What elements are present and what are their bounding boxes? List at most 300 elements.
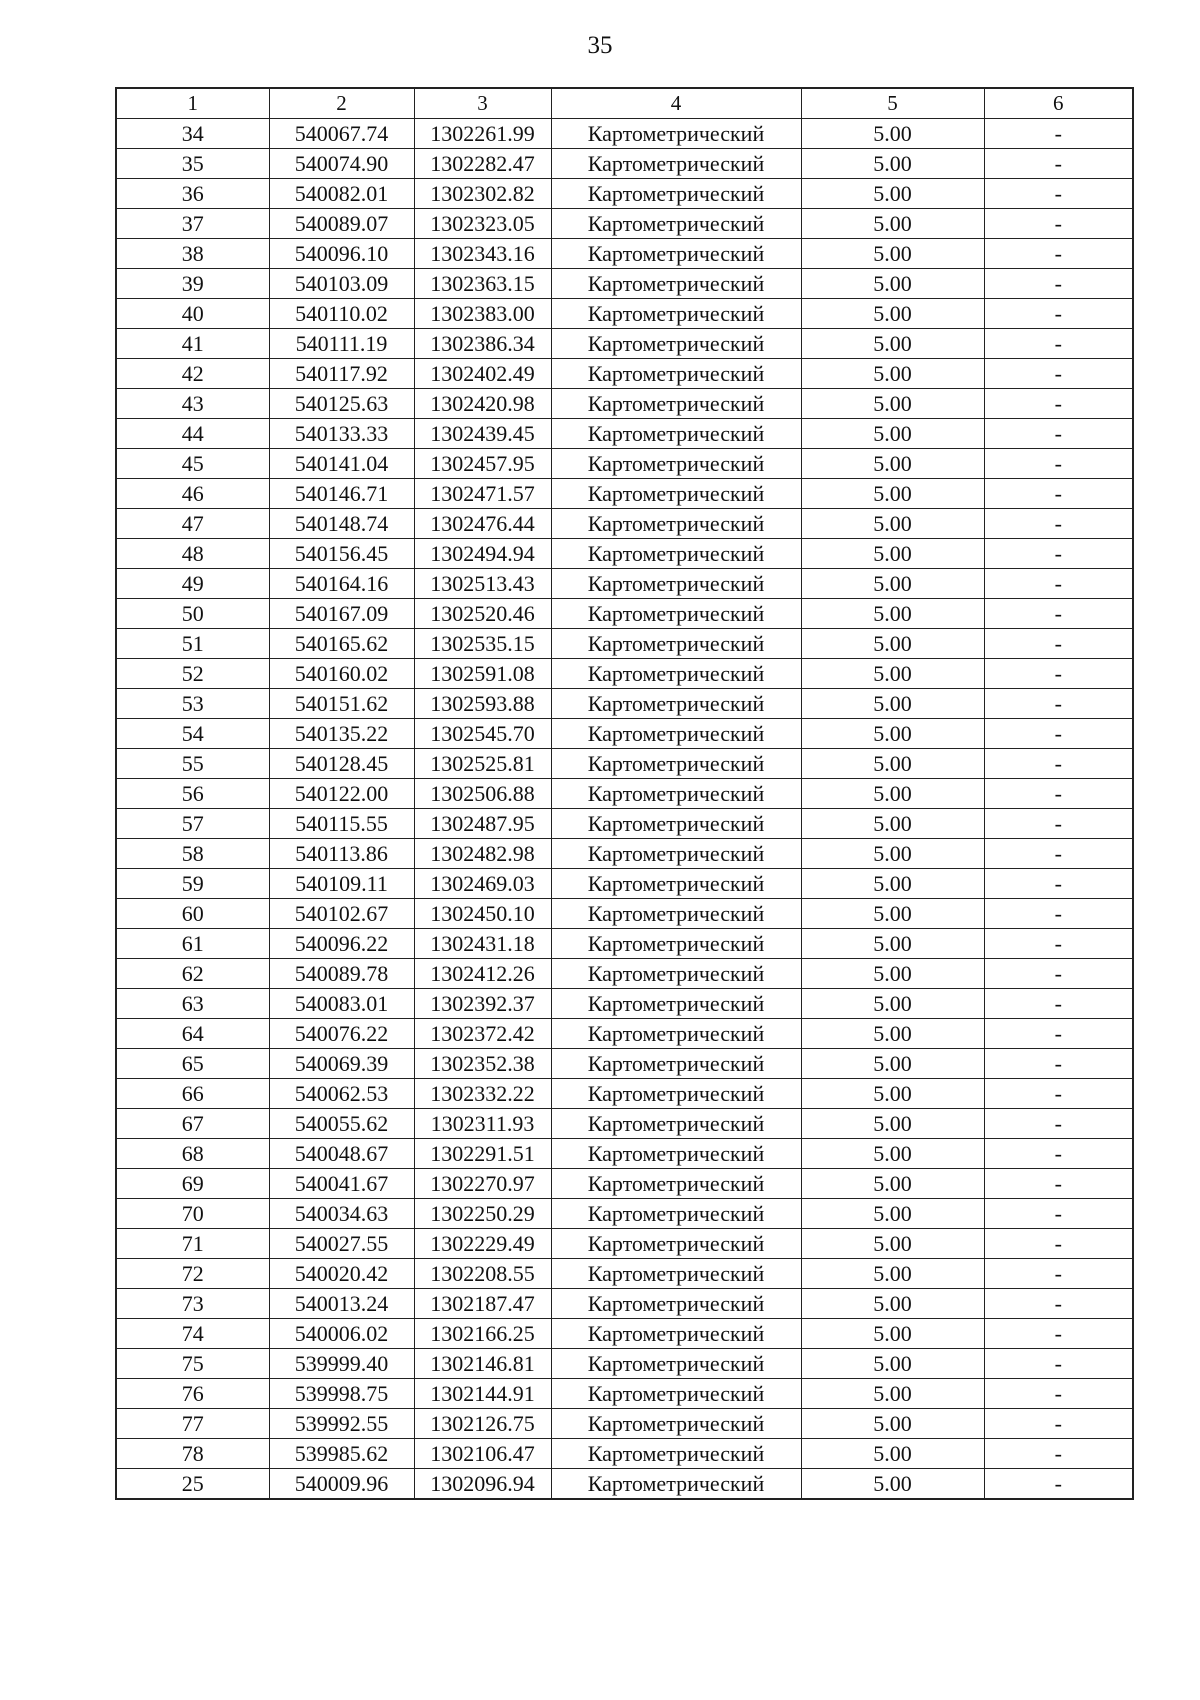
table-row xyxy=(116,269,1133,299)
cell-point-number: 52 xyxy=(116,659,269,689)
cell-method: Картометрический xyxy=(551,689,801,719)
cell-y: 1302591.08 xyxy=(414,659,551,689)
table-row xyxy=(116,869,1133,899)
table-row xyxy=(116,719,1133,749)
cell-method: Картометрический xyxy=(551,1319,801,1349)
cell-accuracy: 5.00 xyxy=(801,1469,984,1500)
cell-x: 540089.07 xyxy=(269,209,414,239)
cell-accuracy: 5.00 xyxy=(801,329,984,359)
cell-method: Картометрический xyxy=(551,599,801,629)
cell-x: 540113.86 xyxy=(269,839,414,869)
cell-description: - xyxy=(984,689,1133,719)
table-row xyxy=(116,239,1133,269)
cell-x: 540102.67 xyxy=(269,899,414,929)
cell-description: - xyxy=(984,329,1133,359)
cell-accuracy: 5.00 xyxy=(801,1169,984,1199)
table-row xyxy=(116,119,1133,149)
cell-point-number: 78 xyxy=(116,1439,269,1469)
cell-method: Картометрический xyxy=(551,929,801,959)
cell-point-number: 61 xyxy=(116,929,269,959)
table-row xyxy=(116,1319,1133,1349)
cell-method: Картометрический xyxy=(551,809,801,839)
cell-method: Картометрический xyxy=(551,299,801,329)
cell-description: - xyxy=(984,1139,1133,1169)
cell-description: - xyxy=(984,539,1133,569)
cell-y: 1302323.05 xyxy=(414,209,551,239)
header-cell-method: 4 xyxy=(551,88,801,119)
cell-accuracy: 5.00 xyxy=(801,1259,984,1289)
cell-method: Картометрический xyxy=(551,839,801,869)
cell-description: - xyxy=(984,1199,1133,1229)
cell-description: - xyxy=(984,569,1133,599)
cell-method: Картометрический xyxy=(551,899,801,929)
cell-accuracy: 5.00 xyxy=(801,749,984,779)
cell-method: Картометрический xyxy=(551,149,801,179)
table-row xyxy=(116,839,1133,869)
cell-method: Картометрический xyxy=(551,1049,801,1079)
cell-x: 540096.10 xyxy=(269,239,414,269)
cell-description: - xyxy=(984,1019,1133,1049)
cell-x: 539985.62 xyxy=(269,1439,414,1469)
cell-accuracy: 5.00 xyxy=(801,119,984,149)
cell-y: 1302229.49 xyxy=(414,1229,551,1259)
cell-point-number: 75 xyxy=(116,1349,269,1379)
cell-accuracy: 5.00 xyxy=(801,1049,984,1079)
cell-method: Картометрический xyxy=(551,1349,801,1379)
cell-description: - xyxy=(984,749,1133,779)
coordinates-table xyxy=(115,87,1134,1500)
cell-description: - xyxy=(984,1289,1133,1319)
cell-x: 540141.04 xyxy=(269,449,414,479)
cell-accuracy: 5.00 xyxy=(801,149,984,179)
cell-point-number: 62 xyxy=(116,959,269,989)
cell-point-number: 37 xyxy=(116,209,269,239)
cell-point-number: 38 xyxy=(116,239,269,269)
cell-point-number: 73 xyxy=(116,1289,269,1319)
cell-x: 540013.24 xyxy=(269,1289,414,1319)
cell-description: - xyxy=(984,1259,1133,1289)
header-cell-accuracy: 5 xyxy=(801,88,984,119)
table-row xyxy=(116,1349,1133,1379)
cell-y: 1302487.95 xyxy=(414,809,551,839)
cell-point-number: 36 xyxy=(116,179,269,209)
table-row xyxy=(116,1019,1133,1049)
cell-point-number: 58 xyxy=(116,839,269,869)
cell-point-number: 57 xyxy=(116,809,269,839)
cell-method: Картометрический xyxy=(551,269,801,299)
cell-x: 540151.62 xyxy=(269,689,414,719)
table-row xyxy=(116,1229,1133,1259)
cell-x: 540135.22 xyxy=(269,719,414,749)
cell-point-number: 64 xyxy=(116,1019,269,1049)
cell-y: 1302144.91 xyxy=(414,1379,551,1409)
cell-description: - xyxy=(984,659,1133,689)
cell-x: 540006.02 xyxy=(269,1319,414,1349)
cell-y: 1302282.47 xyxy=(414,149,551,179)
table-header xyxy=(116,88,1133,119)
cell-x: 540146.71 xyxy=(269,479,414,509)
cell-x: 540041.67 xyxy=(269,1169,414,1199)
cell-accuracy: 5.00 xyxy=(801,389,984,419)
table-row xyxy=(116,299,1133,329)
cell-accuracy: 5.00 xyxy=(801,599,984,629)
cell-y: 1302332.22 xyxy=(414,1079,551,1109)
cell-method: Картометрический xyxy=(551,659,801,689)
cell-description: - xyxy=(984,1379,1133,1409)
cell-y: 1302471.57 xyxy=(414,479,551,509)
cell-y: 1302482.98 xyxy=(414,839,551,869)
cell-x: 540062.53 xyxy=(269,1079,414,1109)
cell-point-number: 43 xyxy=(116,389,269,419)
cell-y: 1302494.94 xyxy=(414,539,551,569)
cell-x: 540125.63 xyxy=(269,389,414,419)
cell-point-number: 46 xyxy=(116,479,269,509)
cell-y: 1302469.03 xyxy=(414,869,551,899)
cell-y: 1302187.47 xyxy=(414,1289,551,1319)
cell-y: 1302457.95 xyxy=(414,449,551,479)
cell-x: 539999.40 xyxy=(269,1349,414,1379)
cell-method: Картометрический xyxy=(551,119,801,149)
table-row xyxy=(116,569,1133,599)
cell-accuracy: 5.00 xyxy=(801,179,984,209)
cell-x: 540117.92 xyxy=(269,359,414,389)
cell-method: Картометрический xyxy=(551,479,801,509)
cell-y: 1302146.81 xyxy=(414,1349,551,1379)
cell-accuracy: 5.00 xyxy=(801,1229,984,1259)
table-row xyxy=(116,359,1133,389)
cell-x: 540165.62 xyxy=(269,629,414,659)
cell-x: 540027.55 xyxy=(269,1229,414,1259)
cell-y: 1302431.18 xyxy=(414,929,551,959)
cell-x: 540164.16 xyxy=(269,569,414,599)
table-row xyxy=(116,659,1133,689)
cell-method: Картометрический xyxy=(551,359,801,389)
cell-y: 1302545.70 xyxy=(414,719,551,749)
cell-y: 1302525.81 xyxy=(414,749,551,779)
cell-method: Картометрический xyxy=(551,1409,801,1439)
cell-accuracy: 5.00 xyxy=(801,299,984,329)
table-row xyxy=(116,419,1133,449)
page-number: 35 xyxy=(587,32,613,59)
cell-point-number: 76 xyxy=(116,1379,269,1409)
header-cell-x: 2 xyxy=(269,88,414,119)
cell-method: Картометрический xyxy=(551,1469,801,1500)
table-row xyxy=(116,629,1133,659)
cell-accuracy: 5.00 xyxy=(801,1079,984,1109)
cell-accuracy: 5.00 xyxy=(801,449,984,479)
cell-x: 540083.01 xyxy=(269,989,414,1019)
header-cell-point-number: 1 xyxy=(116,88,269,119)
cell-method: Картометрический xyxy=(551,869,801,899)
cell-x: 540076.22 xyxy=(269,1019,414,1049)
cell-x: 540082.01 xyxy=(269,179,414,209)
cell-y: 1302520.46 xyxy=(414,599,551,629)
cell-x: 540055.62 xyxy=(269,1109,414,1139)
cell-accuracy: 5.00 xyxy=(801,809,984,839)
cell-accuracy: 5.00 xyxy=(801,989,984,1019)
cell-accuracy: 5.00 xyxy=(801,359,984,389)
cell-method: Картометрический xyxy=(551,1259,801,1289)
cell-description: - xyxy=(984,1439,1133,1469)
cell-method: Картометрический xyxy=(551,329,801,359)
cell-description: - xyxy=(984,869,1133,899)
cell-x: 539992.55 xyxy=(269,1409,414,1439)
cell-description: - xyxy=(984,1229,1133,1259)
cell-accuracy: 5.00 xyxy=(801,629,984,659)
cell-point-number: 50 xyxy=(116,599,269,629)
cell-description: - xyxy=(984,929,1133,959)
cell-accuracy: 5.00 xyxy=(801,269,984,299)
cell-description: - xyxy=(984,299,1133,329)
cell-x: 540020.42 xyxy=(269,1259,414,1289)
cell-method: Картометрический xyxy=(551,569,801,599)
cell-x: 540096.22 xyxy=(269,929,414,959)
cell-x: 540009.96 xyxy=(269,1469,414,1500)
table-row xyxy=(116,329,1133,359)
cell-method: Картометрический xyxy=(551,419,801,449)
cell-description: - xyxy=(984,779,1133,809)
cell-method: Картометрический xyxy=(551,1169,801,1199)
cell-method: Картометрический xyxy=(551,1229,801,1259)
cell-x: 539998.75 xyxy=(269,1379,414,1409)
cell-accuracy: 5.00 xyxy=(801,1019,984,1049)
table-row xyxy=(116,1259,1133,1289)
cell-point-number: 45 xyxy=(116,449,269,479)
table-row xyxy=(116,689,1133,719)
cell-description: - xyxy=(984,989,1133,1019)
cell-x: 540148.74 xyxy=(269,509,414,539)
cell-point-number: 59 xyxy=(116,869,269,899)
cell-y: 1302126.75 xyxy=(414,1409,551,1439)
cell-method: Картометрический xyxy=(551,959,801,989)
table-row xyxy=(116,809,1133,839)
cell-accuracy: 5.00 xyxy=(801,1199,984,1229)
cell-method: Картометрический xyxy=(551,749,801,779)
cell-y: 1302535.15 xyxy=(414,629,551,659)
cell-method: Картометрический xyxy=(551,1199,801,1229)
cell-point-number: 68 xyxy=(116,1139,269,1169)
cell-accuracy: 5.00 xyxy=(801,539,984,569)
cell-method: Картометрический xyxy=(551,539,801,569)
header-cell-description: 6 xyxy=(984,88,1133,119)
cell-accuracy: 5.00 xyxy=(801,719,984,749)
cell-method: Картометрический xyxy=(551,1109,801,1139)
cell-point-number: 54 xyxy=(116,719,269,749)
cell-y: 1302208.55 xyxy=(414,1259,551,1289)
cell-accuracy: 5.00 xyxy=(801,509,984,539)
cell-description: - xyxy=(984,1109,1133,1139)
cell-description: - xyxy=(984,899,1133,929)
table-row xyxy=(116,1049,1133,1079)
cell-y: 1302593.88 xyxy=(414,689,551,719)
cell-y: 1302166.25 xyxy=(414,1319,551,1349)
cell-y: 1302291.51 xyxy=(414,1139,551,1169)
cell-y: 1302311.93 xyxy=(414,1109,551,1139)
table-row xyxy=(116,749,1133,779)
table-row xyxy=(116,1469,1133,1500)
cell-accuracy: 5.00 xyxy=(801,1319,984,1349)
table-row xyxy=(116,149,1133,179)
cell-x: 540103.09 xyxy=(269,269,414,299)
table-row xyxy=(116,209,1133,239)
cell-method: Картометрический xyxy=(551,1439,801,1469)
cell-accuracy: 5.00 xyxy=(801,899,984,929)
cell-accuracy: 5.00 xyxy=(801,869,984,899)
cell-x: 540111.19 xyxy=(269,329,414,359)
cell-point-number: 74 xyxy=(116,1319,269,1349)
cell-point-number: 35 xyxy=(116,149,269,179)
cell-y: 1302363.15 xyxy=(414,269,551,299)
cell-accuracy: 5.00 xyxy=(801,419,984,449)
cell-method: Картометрический xyxy=(551,1379,801,1409)
cell-accuracy: 5.00 xyxy=(801,1289,984,1319)
table-row xyxy=(116,389,1133,419)
cell-description: - xyxy=(984,1469,1133,1500)
table-body xyxy=(116,119,1133,1500)
cell-method: Картометрический xyxy=(551,179,801,209)
cell-description: - xyxy=(984,479,1133,509)
cell-point-number: 55 xyxy=(116,749,269,779)
cell-point-number: 53 xyxy=(116,689,269,719)
cell-accuracy: 5.00 xyxy=(801,479,984,509)
table-row xyxy=(116,1199,1133,1229)
cell-description: - xyxy=(984,1349,1133,1379)
cell-point-number: 69 xyxy=(116,1169,269,1199)
cell-description: - xyxy=(984,1049,1133,1079)
table-row xyxy=(116,1139,1133,1169)
cell-description: - xyxy=(984,1409,1133,1439)
table-row xyxy=(116,779,1133,809)
cell-description: - xyxy=(984,149,1133,179)
cell-x: 540160.02 xyxy=(269,659,414,689)
cell-accuracy: 5.00 xyxy=(801,659,984,689)
header-cell-y: 3 xyxy=(414,88,551,119)
cell-x: 540034.63 xyxy=(269,1199,414,1229)
cell-point-number: 67 xyxy=(116,1109,269,1139)
cell-accuracy: 5.00 xyxy=(801,929,984,959)
cell-point-number: 40 xyxy=(116,299,269,329)
cell-accuracy: 5.00 xyxy=(801,689,984,719)
cell-accuracy: 5.00 xyxy=(801,1109,984,1139)
cell-point-number: 70 xyxy=(116,1199,269,1229)
header-row xyxy=(116,88,1133,119)
table-row xyxy=(116,1439,1133,1469)
cell-x: 540167.09 xyxy=(269,599,414,629)
cell-y: 1302412.26 xyxy=(414,959,551,989)
cell-y: 1302420.98 xyxy=(414,389,551,419)
table-row xyxy=(116,989,1133,1019)
cell-method: Картометрический xyxy=(551,389,801,419)
table-row xyxy=(116,1079,1133,1109)
cell-y: 1302261.99 xyxy=(414,119,551,149)
cell-point-number: 51 xyxy=(116,629,269,659)
cell-y: 1302106.47 xyxy=(414,1439,551,1469)
cell-x: 540074.90 xyxy=(269,149,414,179)
table-row xyxy=(116,179,1133,209)
cell-description: - xyxy=(984,239,1133,269)
table-row xyxy=(116,959,1133,989)
cell-y: 1302302.82 xyxy=(414,179,551,209)
cell-y: 1302450.10 xyxy=(414,899,551,929)
cell-y: 1302402.49 xyxy=(414,359,551,389)
cell-x: 540133.33 xyxy=(269,419,414,449)
cell-accuracy: 5.00 xyxy=(801,1139,984,1169)
cell-accuracy: 5.00 xyxy=(801,239,984,269)
table-row xyxy=(116,1409,1133,1439)
table-row xyxy=(116,1109,1133,1139)
cell-description: - xyxy=(984,509,1133,539)
cell-method: Картометрический xyxy=(551,779,801,809)
cell-description: - xyxy=(984,209,1133,239)
table-row xyxy=(116,899,1133,929)
cell-point-number: 60 xyxy=(116,899,269,929)
cell-description: - xyxy=(984,419,1133,449)
cell-description: - xyxy=(984,959,1133,989)
cell-y: 1302386.34 xyxy=(414,329,551,359)
cell-point-number: 47 xyxy=(116,509,269,539)
cell-point-number: 72 xyxy=(116,1259,269,1289)
table-row xyxy=(116,449,1133,479)
cell-accuracy: 5.00 xyxy=(801,1349,984,1379)
cell-point-number: 56 xyxy=(116,779,269,809)
table-row xyxy=(116,929,1133,959)
cell-accuracy: 5.00 xyxy=(801,209,984,239)
cell-point-number: 77 xyxy=(116,1409,269,1439)
cell-method: Картометрический xyxy=(551,1019,801,1049)
cell-method: Картометрический xyxy=(551,1139,801,1169)
cell-accuracy: 5.00 xyxy=(801,1379,984,1409)
table-row xyxy=(116,509,1133,539)
table-row xyxy=(116,1379,1133,1409)
cell-method: Картометрический xyxy=(551,989,801,1019)
cell-point-number: 42 xyxy=(116,359,269,389)
cell-y: 1302476.44 xyxy=(414,509,551,539)
cell-description: - xyxy=(984,599,1133,629)
cell-x: 540156.45 xyxy=(269,539,414,569)
cell-y: 1302383.00 xyxy=(414,299,551,329)
cell-accuracy: 5.00 xyxy=(801,1439,984,1469)
cell-description: - xyxy=(984,629,1133,659)
cell-point-number: 66 xyxy=(116,1079,269,1109)
cell-method: Картометрический xyxy=(551,209,801,239)
cell-description: - xyxy=(984,179,1133,209)
table-row xyxy=(116,479,1133,509)
cell-point-number: 49 xyxy=(116,569,269,599)
cell-point-number: 39 xyxy=(116,269,269,299)
cell-y: 1302352.38 xyxy=(414,1049,551,1079)
cell-description: - xyxy=(984,449,1133,479)
cell-method: Картометрический xyxy=(551,719,801,749)
cell-description: - xyxy=(984,1319,1133,1349)
cell-y: 1302270.97 xyxy=(414,1169,551,1199)
cell-y: 1302513.43 xyxy=(414,569,551,599)
cell-point-number: 65 xyxy=(116,1049,269,1079)
cell-description: - xyxy=(984,1169,1133,1199)
cell-point-number: 25 xyxy=(116,1469,269,1500)
cell-description: - xyxy=(984,809,1133,839)
cell-description: - xyxy=(984,269,1133,299)
cell-x: 540110.02 xyxy=(269,299,414,329)
cell-x: 540115.55 xyxy=(269,809,414,839)
cell-accuracy: 5.00 xyxy=(801,569,984,599)
cell-description: - xyxy=(984,839,1133,869)
cell-x: 540089.78 xyxy=(269,959,414,989)
cell-description: - xyxy=(984,359,1133,389)
cell-description: - xyxy=(984,1079,1133,1109)
cell-method: Картометрический xyxy=(551,1079,801,1109)
cell-description: - xyxy=(984,119,1133,149)
cell-x: 540109.11 xyxy=(269,869,414,899)
